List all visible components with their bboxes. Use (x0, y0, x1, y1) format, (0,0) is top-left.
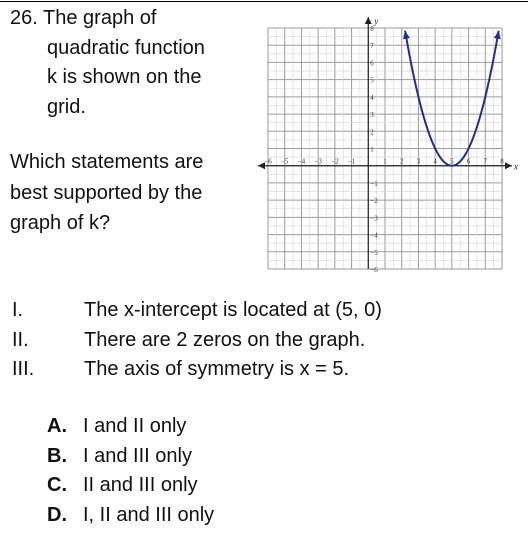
choice-text: I and III only (83, 444, 192, 467)
y-tick-label: 8 (370, 25, 374, 33)
question-line-3: k is shown on the (47, 66, 202, 88)
y-tick-label: 1 (370, 145, 374, 154)
prompt-line-3: graph of k? (10, 212, 111, 234)
choice-c[interactable] (47, 471, 214, 501)
question-number: 26. (10, 7, 38, 29)
y-tick-label: 3 (370, 111, 374, 120)
x-tick-label: −4 (297, 157, 306, 166)
top-border (0, 1, 528, 2)
y-tick-label: 6 (370, 59, 374, 68)
prompt-line-1: Which statements are (10, 151, 204, 173)
x-tick-label: 2 (399, 157, 404, 166)
x-tick-label: 8 (500, 157, 504, 166)
y-tick-label: 4 (370, 93, 374, 102)
x-tick-label: −3 (314, 157, 322, 166)
x-tick-label: 4 (433, 157, 437, 166)
question-line-2: quadratic function (47, 36, 205, 59)
y-tick-label: −1 (370, 179, 378, 188)
statement-text: The axis of symmetry is x = 5. (84, 358, 350, 380)
parabola-arrow-left (403, 31, 410, 39)
choice-letter: A. (47, 415, 67, 437)
y-tick-label: −5 (370, 248, 378, 257)
statement-text: The x-intercept is located at (5, 0) (84, 299, 382, 321)
choice-d[interactable] (47, 501, 214, 531)
y-tick-label: 7 (370, 42, 374, 51)
y-tick-label: −4 (370, 231, 378, 240)
y-tick-label: −6 (370, 266, 378, 274)
y-tick-label: −3 (370, 214, 378, 223)
x-tick-label: 1 (383, 157, 387, 166)
x-tick-label: 3 (416, 157, 421, 166)
choice-letter: D. (47, 503, 67, 526)
answer-choices (47, 412, 214, 530)
x-tick-label: −6 (264, 157, 272, 166)
y-axis-label: y (374, 16, 379, 26)
x-tick-label: 5 (450, 157, 454, 166)
choice-text: I and II only (83, 415, 187, 437)
choice-b[interactable] (47, 442, 214, 472)
choice-text: II and III only (83, 474, 198, 496)
statement-numeral: I. (12, 299, 24, 321)
statement-numeral: II. (12, 328, 29, 351)
prompt-line-2: best supported by the (10, 181, 203, 204)
question-line-1: 26. The graph of (10, 7, 157, 29)
x-tick-label: 7 (483, 157, 488, 166)
x-axis-label: x (514, 161, 518, 172)
choice-letter: B. (47, 444, 67, 467)
x-tick-label: −2 (331, 157, 339, 166)
choice-text: I, II and III only (83, 503, 215, 526)
statement-numeral: III. (12, 358, 35, 380)
y-tick-label: −2 (370, 197, 378, 206)
coordinate-graph (256, 14, 518, 276)
x-axis-arrow-right (505, 162, 512, 169)
y-tick-label: 2 (370, 128, 374, 137)
question-stem (10, 4, 250, 122)
statement-text: There are 2 zeros on the graph. (84, 328, 366, 351)
x-tick-label: −1 (347, 157, 356, 166)
y-tick-label: 5 (370, 76, 374, 85)
choice-letter: C. (47, 474, 67, 496)
question-line-4: grid. (47, 95, 86, 118)
x-tick-label: −5 (280, 157, 289, 166)
y-axis-arrow (365, 17, 372, 24)
parabola-arrow-right (494, 31, 501, 39)
question-prompt (10, 147, 250, 239)
x-tick-label: 6 (466, 157, 471, 166)
choice-a[interactable] (47, 412, 214, 442)
